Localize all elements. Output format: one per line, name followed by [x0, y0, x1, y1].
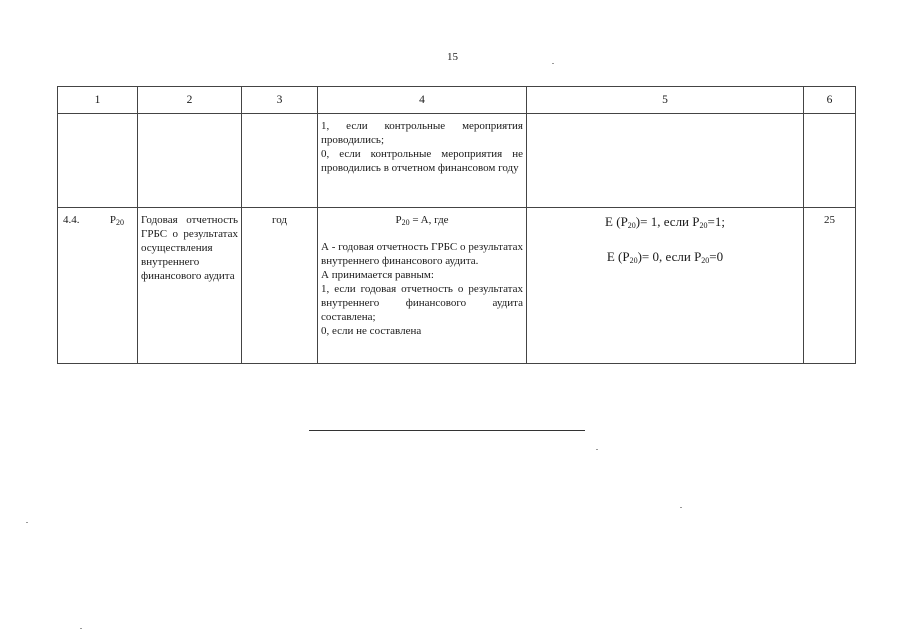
unit-cell [242, 208, 318, 364]
separator-line [309, 430, 585, 431]
weight-value: 25 [824, 214, 835, 226]
table-cell [58, 114, 138, 208]
page-number: 15 [447, 51, 458, 63]
header-cell: 1 [58, 87, 138, 114]
method-line: 0, если не составлена [321, 325, 422, 337]
table-row [58, 114, 856, 208]
indicator-name: Годовая отчетность ГРБС о результатах осуществления внутреннего финансового аудита [141, 214, 238, 282]
indicator-code: $P_{20}$ [109, 214, 124, 227]
indicator-number-cell [58, 208, 138, 364]
scan-speck [80, 628, 82, 629]
method-line: А - годовая отчетность ГРБС о результатах внутреннего финансового аудита. [321, 241, 523, 267]
formula-line: $P_{20} = A$, где [395, 214, 449, 227]
method-line: 1, если контрольные мероприятия проводились; [321, 120, 523, 146]
header-cell: 6 [804, 87, 856, 114]
method-line: А принимается равным: [321, 269, 434, 281]
table-cell [527, 114, 804, 208]
method-cell [318, 208, 527, 364]
indicator-table [57, 86, 856, 364]
header-cell: 3 [242, 87, 318, 114]
method-line: 1, если годовая отчетность о результатах внутреннего финансового аудита составлена; [321, 283, 523, 323]
header-cell: 2 [138, 87, 242, 114]
indicator-name-cell [138, 208, 242, 364]
evaluation-cell [527, 208, 804, 364]
weight-cell [804, 208, 856, 364]
evaluation-formula: E $(P_{20})= 1$, если $P_{20}=1$; [605, 214, 725, 230]
method-cell [318, 114, 527, 208]
table-cell [242, 114, 318, 208]
header-cell: 5 [527, 87, 804, 114]
table-cell [804, 114, 856, 208]
unit-value: год [271, 214, 288, 226]
scan-speck [680, 507, 682, 508]
scan-speck [596, 449, 598, 450]
table-cell [138, 114, 242, 208]
table-row [58, 208, 856, 364]
table-header-row [58, 87, 856, 114]
header-cell: 4 [318, 87, 527, 114]
method-line: 0, если контрольные мероприятия не проводились в отчетном финансовом году [321, 148, 523, 174]
indicator-number: 4.4. [63, 214, 80, 226]
scan-speck [26, 522, 28, 523]
evaluation-formula: E $(P_{20})= 0$, если $P_{20}=0$ [606, 249, 724, 265]
scan-speck [552, 63, 554, 64]
